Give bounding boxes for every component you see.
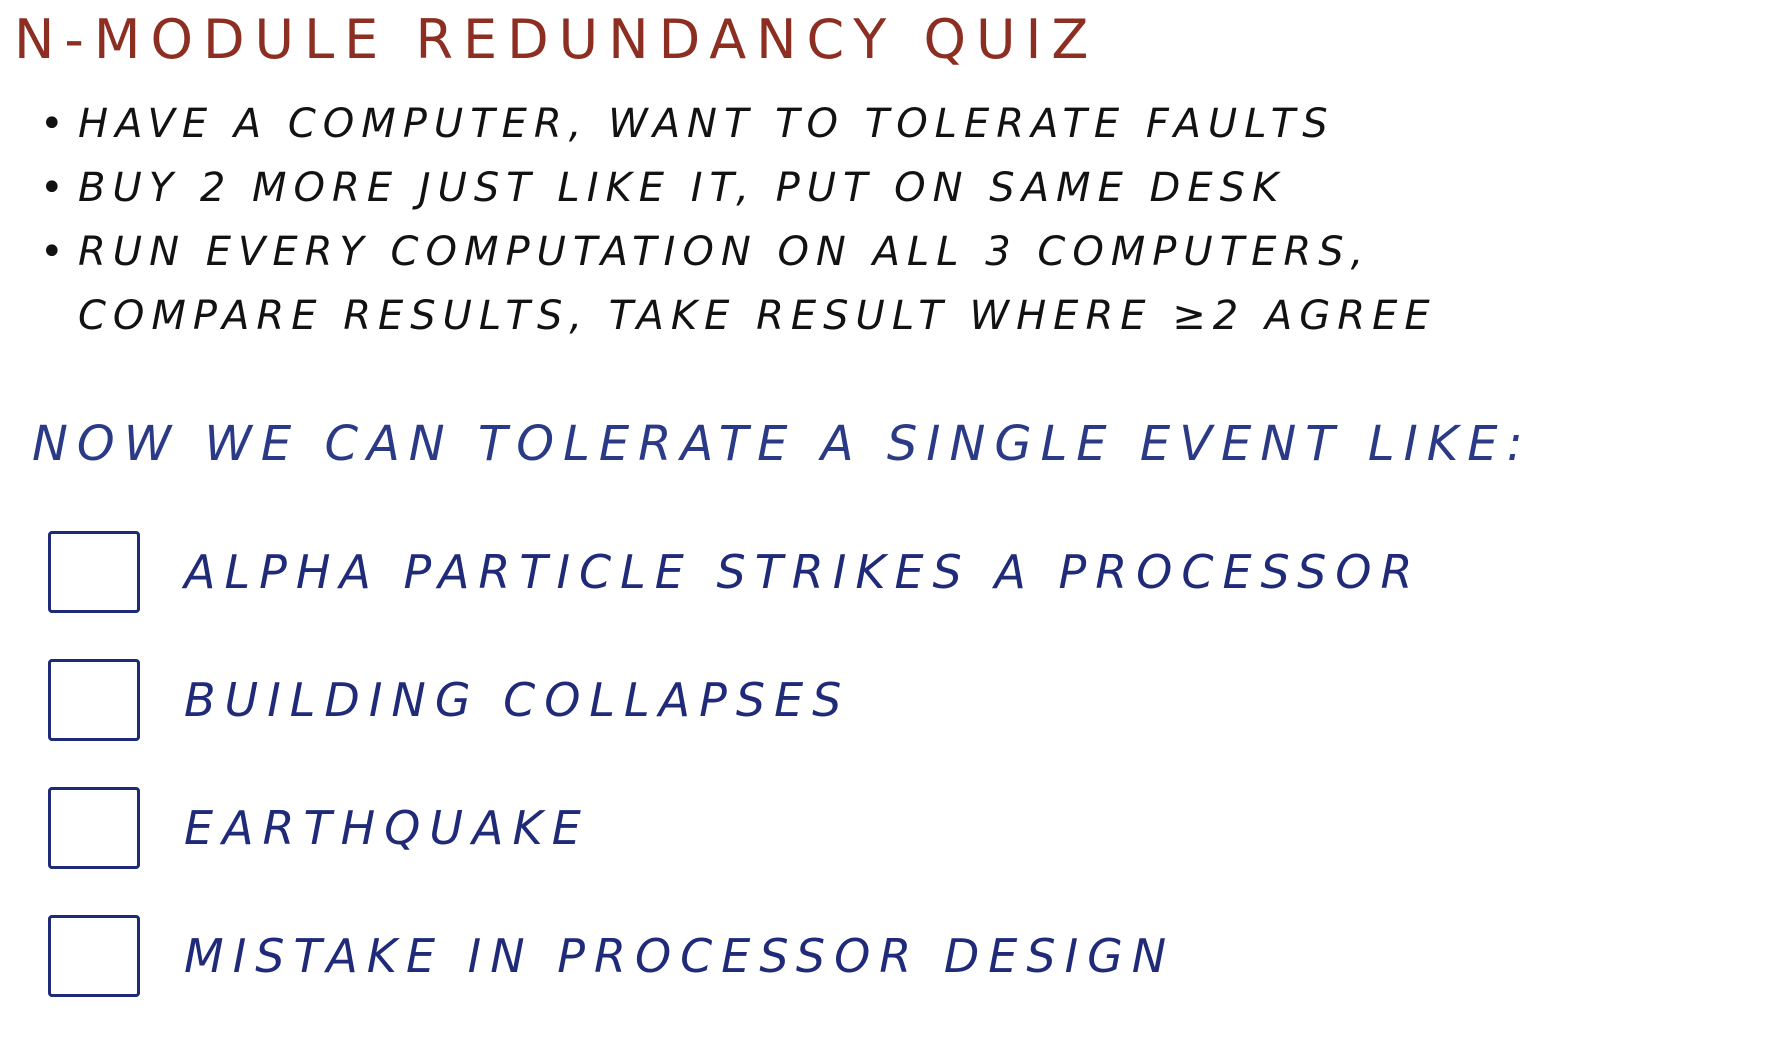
- bullet-dot-icon: •: [40, 165, 71, 211]
- option-label: BUILDING COLLAPSES: [184, 673, 851, 727]
- premise-bullet-list: [30, 92, 1730, 348]
- quiz-question: NOW WE CAN TOLERATE A SINGLE EVENT LIKE:: [32, 416, 1532, 472]
- option-checkbox[interactable]: [48, 915, 140, 997]
- answer-option: [48, 508, 1421, 636]
- option-label: ALPHA PARTICLE STRIKES A PROCESSOR: [184, 545, 1422, 599]
- answer-option: [48, 764, 1421, 892]
- option-label: EARTHQUAKE: [184, 801, 590, 855]
- option-checkbox[interactable]: [48, 659, 140, 741]
- quiz-title: N-MODULE REDUNDANCY QUIZ: [14, 8, 1099, 71]
- answer-options: [48, 508, 1421, 1020]
- option-checkbox[interactable]: [48, 531, 140, 613]
- bullet-text-line: HAVE A COMPUTER, WANT TO TOLERATE FAULTS: [78, 101, 1335, 147]
- answer-option: [48, 892, 1421, 1020]
- answer-option: [48, 636, 1421, 764]
- premise-bullet: [30, 156, 1730, 220]
- bullet-text-line: BUY 2 MORE JUST LIKE IT, PUT ON SAME DESK: [78, 165, 1286, 211]
- premise-bullet: [30, 220, 1730, 348]
- bullet-dot-icon: •: [40, 229, 71, 275]
- bullet-text-line: COMPARE RESULTS, TAKE RESULT WHERE ≥2 AGREE: [78, 293, 1437, 339]
- bullet-dot-icon: •: [40, 101, 71, 147]
- option-label: MISTAKE IN PROCESSOR DESIGN: [184, 929, 1176, 983]
- bullet-text-line: RUN EVERY COMPUTATION ON ALL 3 COMPUTERS,: [78, 229, 1371, 275]
- premise-bullet: [30, 92, 1730, 156]
- option-checkbox[interactable]: [48, 787, 140, 869]
